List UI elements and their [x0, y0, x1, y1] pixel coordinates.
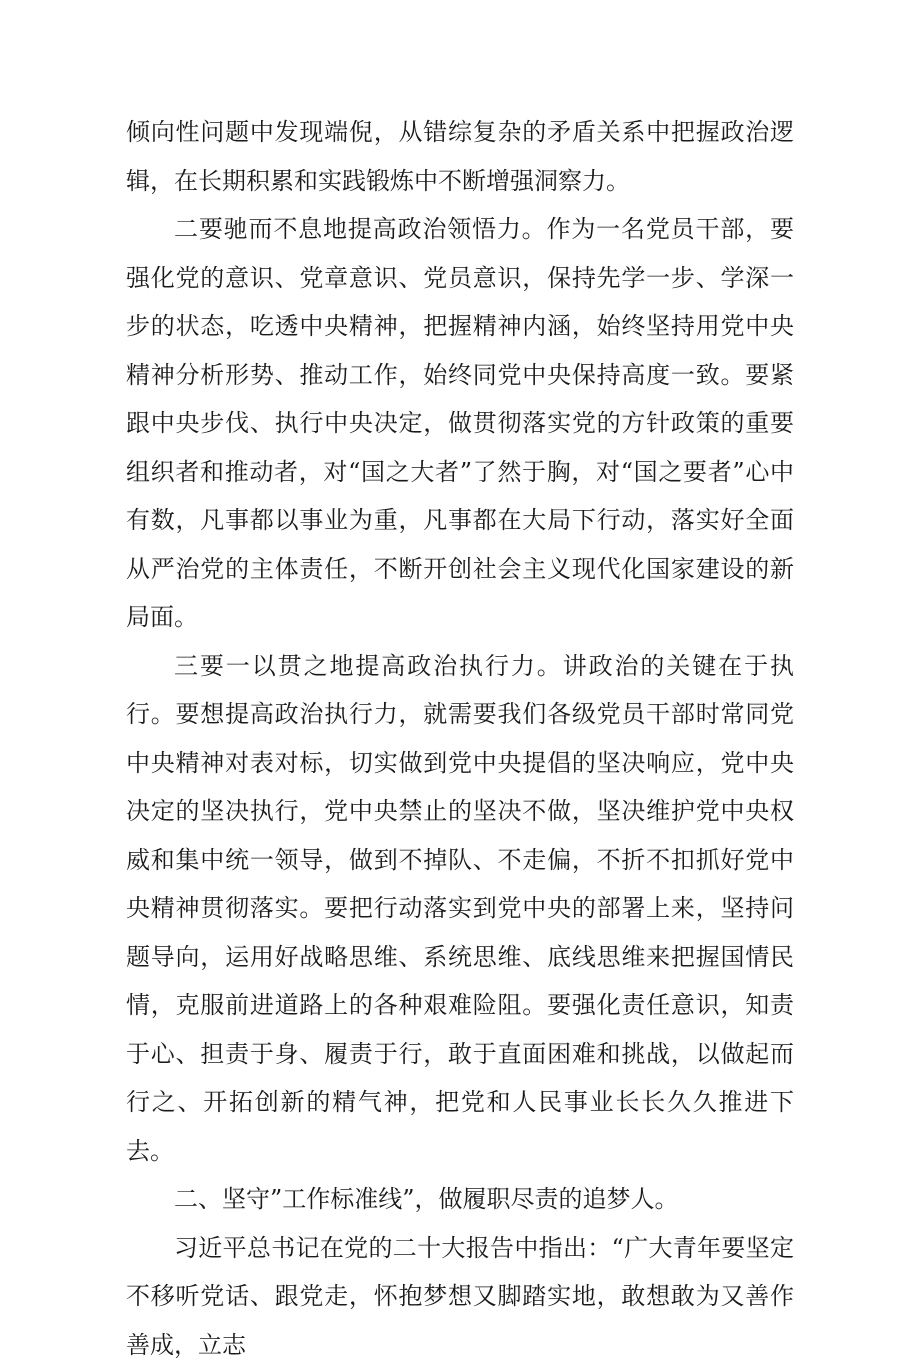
paragraph-continuation: 倾向性问题中发现端倪，从错综复杂的矛盾关系中把握政治逻辑，在长期积累和实践锻炼中不断增强洞察力。	[126, 108, 794, 205]
paragraph-quote: 习近平总书记在党的二十大报告中指出：“广大青年要坚定不移听党话、跟党走，怀抱梦想又脚踏实地，敢想敢为又善作善成，立志	[126, 1224, 794, 1369]
paragraph-political-execution: 三要一以贯之地提高政治执行力。讲政治的关键在于执行。要想提高政治执行力，就需要我们各级党员干部时常同党中央精神对表对标，切实做到党中央提倡的坚决响应，党中央决定的坚决执行，党中央禁止的坚决不做，坚决维护党中央权威和集中统一领导，做到不掉队、不走偏，不折不扣抓好党中央精神贯彻落实。要把行动落实到党中央的部署上来，坚持问题导向，运用好战略思维、系统思维、底线思维来把握国情民情，克服前进道路上的各种艰难险阻。要强化责任意识，知责于心、担责于身、履责于行，敢于直面困难和挑战，以做起而行之、开拓创新的精气神，把党和人民事业长长久久推进下去。	[126, 642, 794, 1176]
section-heading: 二、坚守”工作标准线”，做履职尽责的追梦人。	[126, 1175, 794, 1224]
document-body	[126, 108, 794, 1369]
paragraph-political-comprehension: 二要驰而不息地提高政治领悟力。作为一名党员干部，要强化党的意识、党章意识、党员意识，保持先学一步、学深一步的状态，吃透中央精神，把握精神内涵，始终坚持用党中央精神分析形势、推动工作，始终同党中央保持高度一致。要紧跟中央步伐、执行中央决定，做贯彻落实党的方针政策的重要组织者和推动者，对“国之大者”了然于胸，对“国之要者”心中有数，凡事都以事业为重，凡事都在大局下行动，落实好全面从严治党的主体责任，不断开创社会主义现代化国家建设的新局面。	[126, 205, 794, 642]
